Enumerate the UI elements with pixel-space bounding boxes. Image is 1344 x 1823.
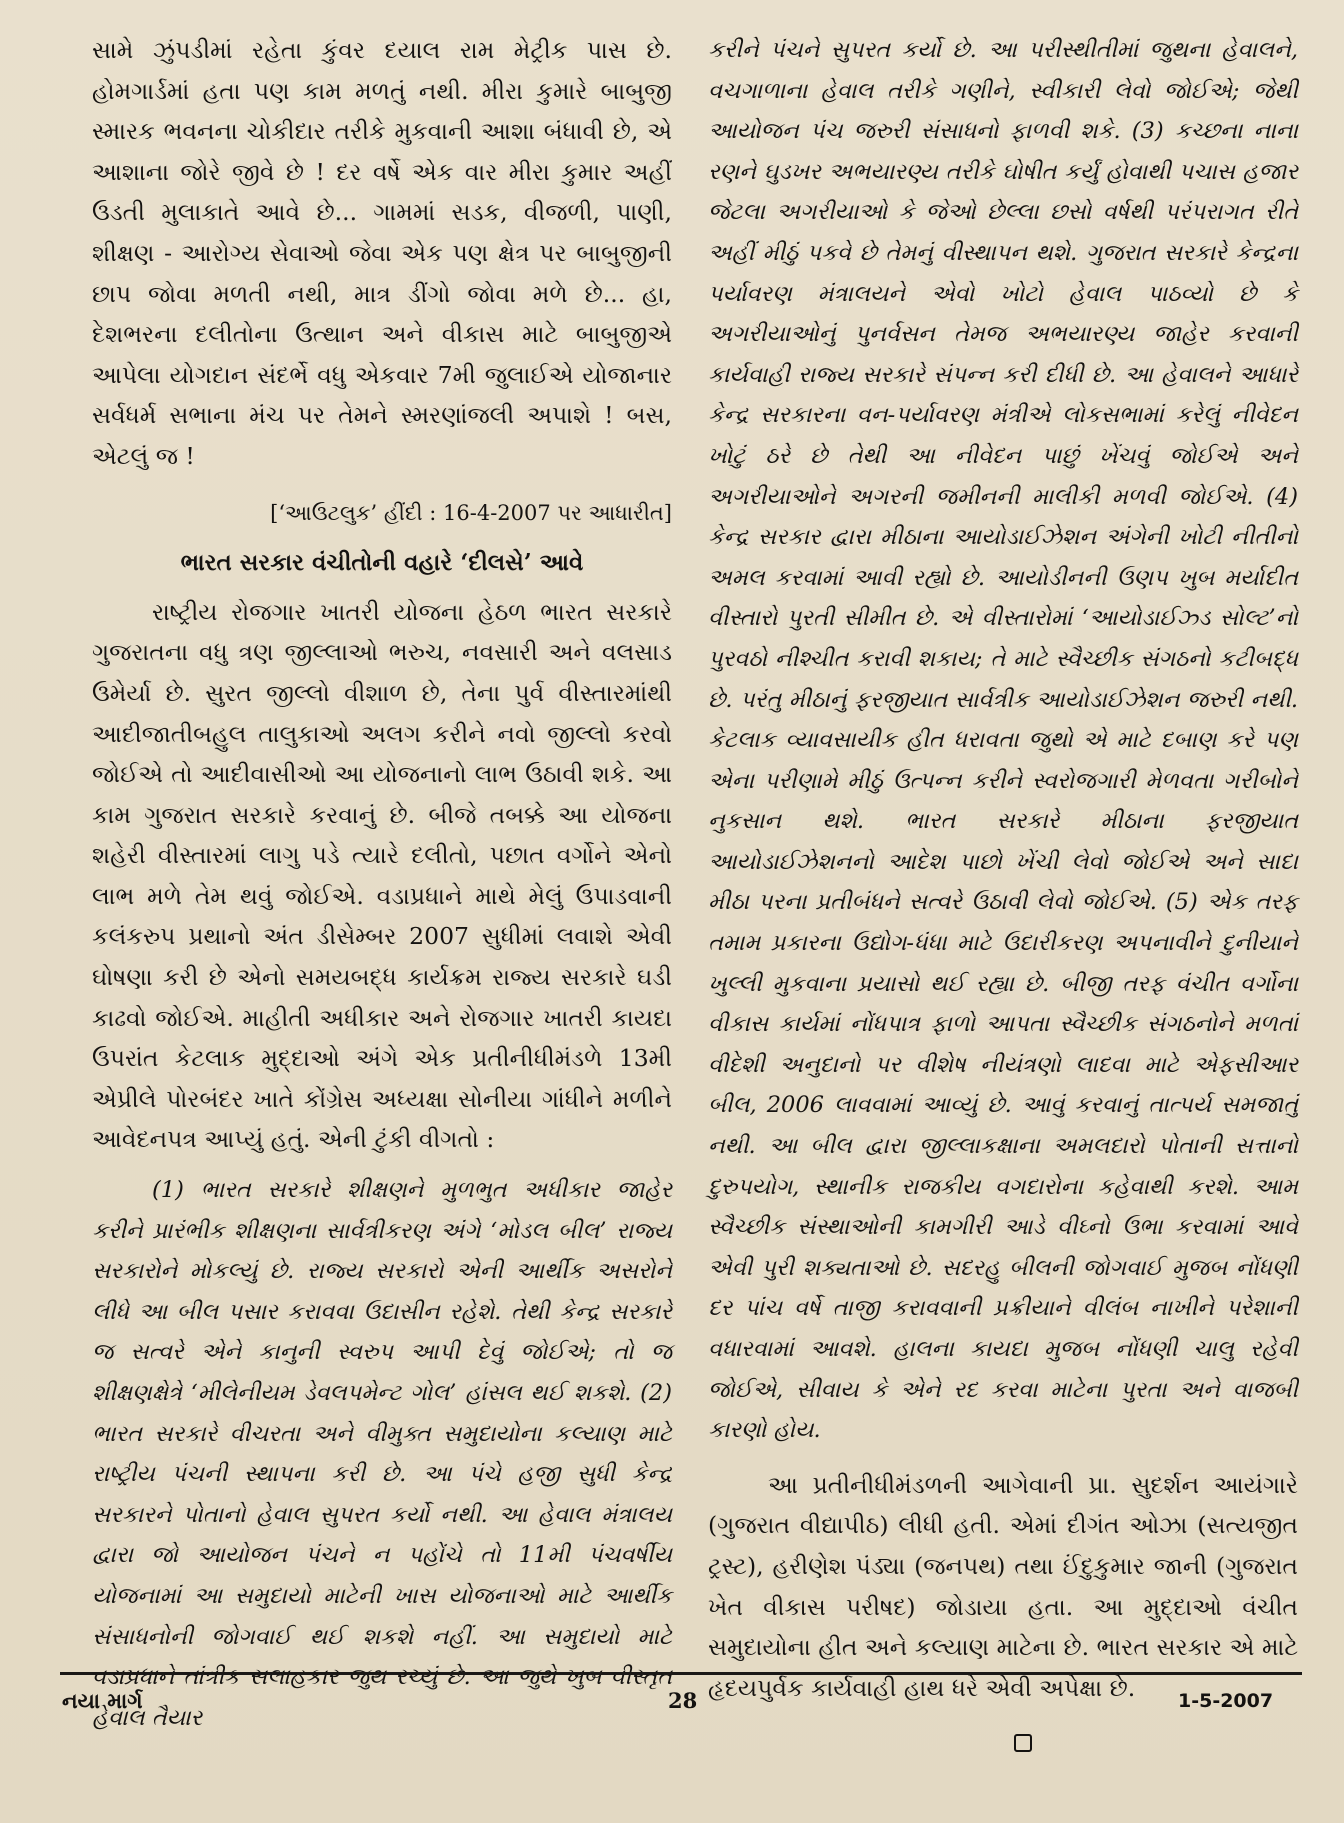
end-mark-wrap (708, 1734, 1298, 1752)
footer-magazine-name: નયા માર્ગ (62, 1688, 143, 1713)
right-paragraph-2: આ પ્રતીનીધીમંડળની આગેવાની પ્રા. સુદર્શન આયંગારે (ગુજરાત વીદ્યાપીઠ) લીધી હતી. એમાં દીગંત ઓઝા (સત્યજીત ટ્રસ્ટ), હરીણેશ પંડ્યા (જનપથ) તથા ઈંદુકુમાર જાની (ગુજરાત ખેત વીકાસ પરીષદ) જોડાયા હતા. આ મુદ્દાઓ વંચીત સમુદાયોના હીત અને કલ્યાણ માટેના છે. ભારત સરકાર એ માટે હૃદયપુર્વક કાર્યવાહી હાથ ધરે એવી અપેક્ષા છે. (708, 1470, 1298, 1702)
source-note: [‘આઉટલુક’ હીંદી : 16-4-2007 પર આધારીત] (270, 500, 672, 525)
footer-divider (60, 1672, 1302, 1675)
left-column (92, 30, 672, 1738)
left-paragraph-3: (1) ભારત સરકારે શીક્ષણને મુળભુત અધીકાર જાહેર કરીને પ્રારંભીક શીક્ષણના સાર્વત્રીકરણ અંગે ‘મોડલ બીલ’ રાજ્ય સરકારોને મોકલ્યું છે. રાજ્ય સરકારો એની આર્થીક અસરોને લીધે આ બીલ પસાર કરાવવા ઉદાસીન રહેશે. તેથી કેન્દ્ર સરકારે જ સત્વરે એને કાનુની સ્વરુપ આપી દેવું જોઈએ; તો જ શીક્ષણક્ષેત્રે ‘મીલેનીયમ ડેવલપમેન્ટ ગોલ’ હાંસલ થઈ શકશે. (2) ભારત સરકારે વીચરતા અને વીમુક્ત સમુદાયોના કલ્યાણ માટે રાષ્ટ્રીય પંચની સ્થાપના કરી છે. આ પંચે હજી સુધી કેન્દ્ર સરકારને પોતાનો હેવાલ સુપરત કર્યો નથી. આ હેવાલ મંત્રાલય દ્વારા જો આયોજન પંચને ન પહોંચે તો 11મી પંચવર્ષીય યોજનામાં આ સમુદાયો માટેની ખાસ યોજનાઓ માટે આર્થીક સંસાધનોની જોગવાઈ થઈ શકશે નહીં. આ સમુદાયો માટે વડાપ્રધાને તાંત્રીક સલાહકાર જુથ રચ્યું છે. આ જુથે ખુબ વીસ્તૃત હેવાલ તૈયાર (92, 1177, 672, 1731)
right-column (708, 30, 1298, 1752)
right-paragraph-1: કરીને પંચને સુપરત કર્યો છે. આ પરીસ્થીતીમાં જુથના હેવાલને, વચગાળાના હેવાલ તરીકે ગણીને, સ્વીકારી લેવો જોઈએ; જેથી આયોજન પંચ જરુરી સંસાધનો ફાળવી શકે. (3) કચ્છના નાના રણને ઘુડખર અભયારણ્ય તરીકે ઘોષીત કર્યું હોવાથી પચાસ હજાર જેટલા અગરીયાઓ કે જેઓ છેલ્લા છસો વર્ષથી પરંપરાગત રીતે અહીં મીઠું પકવે છે તેમનું વીસ્થાપન થશે. ગુજરાત સરકારે કેન્દ્રના પર્યાવરણ મંત્રાલયને એવો ખોટો હેવાલ પાઠવ્યો છે કે અગરીયાઓનું પુનર્વસન તેમજ અભયારણ્ય જાહેર કરવાની કાર્યવાહી રાજ્ય સરકારે સંપન્ન કરી દીધી છે. આ હેવાલને આધારે કેન્દ્ર સરકારના વન-પર્યાવરણ મંત્રીએ લોકસભામાં કરેલું નીવેદન ખોટું ઠરે છે તેથી આ નીવેદન પાછું ખેંચવું જોઈએ અને અગરીયાઓને અગરની જમીનની માલીકી મળવી જોઈએ. (4) કેન્દ્ર સરકાર દ્વારા મીઠાના આયોડાઈઝેશન અંગેની ખોટી નીતીનો અમલ કરવામાં આવી રહ્યો છે. આયોડીનની ઉણપ ખુબ મર્યાદીત વીસ્તારો પુરતી સીમીત છે. એ વીસ્તારોમાં ‘આયોડાઈઝ્ડ સોલ્ટ’નો પુરવઠો નીશ્ચીત કરાવી શકાય; તે માટે સ્વૈચ્છીક સંગઠનો કટીબદ્ધ છે. પરંતુ મીઠાનું ફરજીયાત સાર્વત્રીક આયોડાઈઝેશન જરુરી નથી. કેટલાક વ્યાવસાયીક હીત ધરાવતા જુથો એ માટે દબાણ કરે પણ એના પરીણામે મીઠું ઉત્પન્ન કરીને સ્વરોજગારી મેળવતા ગરીબોને નુકસાન થશે. ભારત સરકારે મીઠાના ફરજીયાત આયોડાઈઝેશનનો આદેશ પાછો ખેંચી લેવો જોઈએ અને સાદા મીઠા પરના પ્રતીબંધને સત્વરે ઉઠાવી લેવો જોઈએ. (5) એક તરફ તમામ પ્રકારના ઉદ્યોગ-ધંધા માટે ઉદારીકરણ અપનાવીને દુનીયાને ખુલ્લી મુકવાના પ્રયાસો થઈ રહ્યા છે. બીજી તરફ વંચીત વર્ગોના વીકાસ કાર્યમાં નોંધપાત્ર ફાળો આપતા સ્વૈચ્છીક સંગઠનોને મળતાં વીદેશી અનુદાનો પર વીશેષ નીયંત્રણો લાદવા માટે એફસીઆર બીલ, 2006 લાવવામાં આવ્યું છે. આવું કરવાનું તાત્પર્ય સમજાતું નથી. આ બીલ દ્વારા જીલ્લાકક્ષાના અમલદારો પોતાની સત્તાનો દુરુપયોગ, સ્થાનીક રાજકીય વગદારોના કહેવાથી કરશે. આમ સ્વૈચ્છીક સંસ્થાઓની કામગીરી આડે વીઘ્નો ઉભા કરવામાં આવે એવી પુરી શક્યતાઓ છે. સદરહુ બીલની જોગવાઈ મુજબ નોંધણી દર પાંચ વર્ષે તાજી કરાવવાની પ્રક્રીયાને વીલંબ નાખીને પરેશાની વધારવામાં આવશે. હાલના કાયદા મુજબ નોંધણી ચાલુ રહેવી જોઈએ, સીવાય કે એને રદ કરવા માટેના પુરતા અને વાજબી કારણો હોય. (708, 37, 1298, 1444)
left-paragraph-1: સામે ઝુંપડીમાં રહેતા કુંવર દયાલ રામ મેટ્રીક પાસ છે. હોમગાર્ડમાં હતા પણ કામ મળતું નથી. મીરા કુમારે બાબુજી સ્મારક ભવનના ચોકીદાર તરીકે મુકવાની આશા બંધાવી છે, એ આશાના જોરે જીવે છે ! દર વર્ષે એક વાર મીરા કુમાર અહીં ઉડતી મુલાકાતે આવે છે... ગામમાં સડક, વીજળી, પાણી, શીક્ષણ - આરોગ્ય સેવાઓ જેવા એક પણ ક્ષેત્ર પર બાબુજીની છાપ જોવા મળતી નથી, માત્ર ડીંગો જોવા મળે છે... હા, દેશભરના દલીતોના ઉત્થાન અને વીકાસ માટે બાબુજીએ આપેલા યોગદાન સંદર્ભે વધુ એકવાર 7મી જુલાઈએ યોજાનાર સર્વધર્મ સભાના મંચ પર તેમને સ્મરણાંજલી અપાશે ! બસ, એટલું જ ! (92, 36, 672, 470)
section-heading: ભારત સરકાર વંચીતોની વહારે ‘દીલસે’ આવે (180, 549, 584, 577)
footer-page-number: 28 (668, 1688, 698, 1713)
left-paragraph-2: રાષ્ટ્રીય રોજગાર ખાતરી યોજના હેઠળ ભારત સરકારે ગુજરાતના વધુ ત્રણ જીલ્લાઓ ભરુચ, નવસારી અને વલસાડ ઉમેર્યા છે. સુરત જીલ્લો વીશાળ છે, તેના પુર્વ વીસ્તારમાંથી આદીજાતીબહુલ તાલુકાઓ અલગ કરીને નવો જીલ્લો કરવો જોઈએ તો આદીવાસીઓ આ યોજનાનો લાભ ઉઠાવી શકે. આ કામ ગુજરાત સરકારે કરવાનું છે. બીજે તબક્કે આ યોજના શહેરી વીસ્તારમાં લાગુ પડે ત્યારે દલીતો, પછાત વર્ગોને એનો લાભ મળે તેમ થવું જોઈએ. વડાપ્રધાને માથે મેલું ઉપાડવાની કલંકરુપ પ્રથાનો અંત ડીસેમ્બર 2007 સુધીમાં લવાશે એવી ઘોષણા કરી છે એનો સમયબદ્ધ કાર્યક્રમ રાજ્ય સરકારે ઘડી કાઢવો જોઈએ. માહીતી અધીકાર અને રોજગાર ખાતરી કાયદા ઉપરાંત કેટલાક મુદ્દાઓ અંગે એક પ્રતીનીધીમંડળે 13મી એપ્રીલે પોરબંદર ખાતે કોંગ્રેસ અધ્યક્ષા સોનીયા ગાંધીને મળીને આવેદનપત્ર આપ્યું હતું. એની ટુંકી વીગતો : (92, 597, 672, 1154)
footer-date: 1-5-2007 (1178, 1690, 1274, 1712)
article-end-icon (1014, 1734, 1032, 1752)
